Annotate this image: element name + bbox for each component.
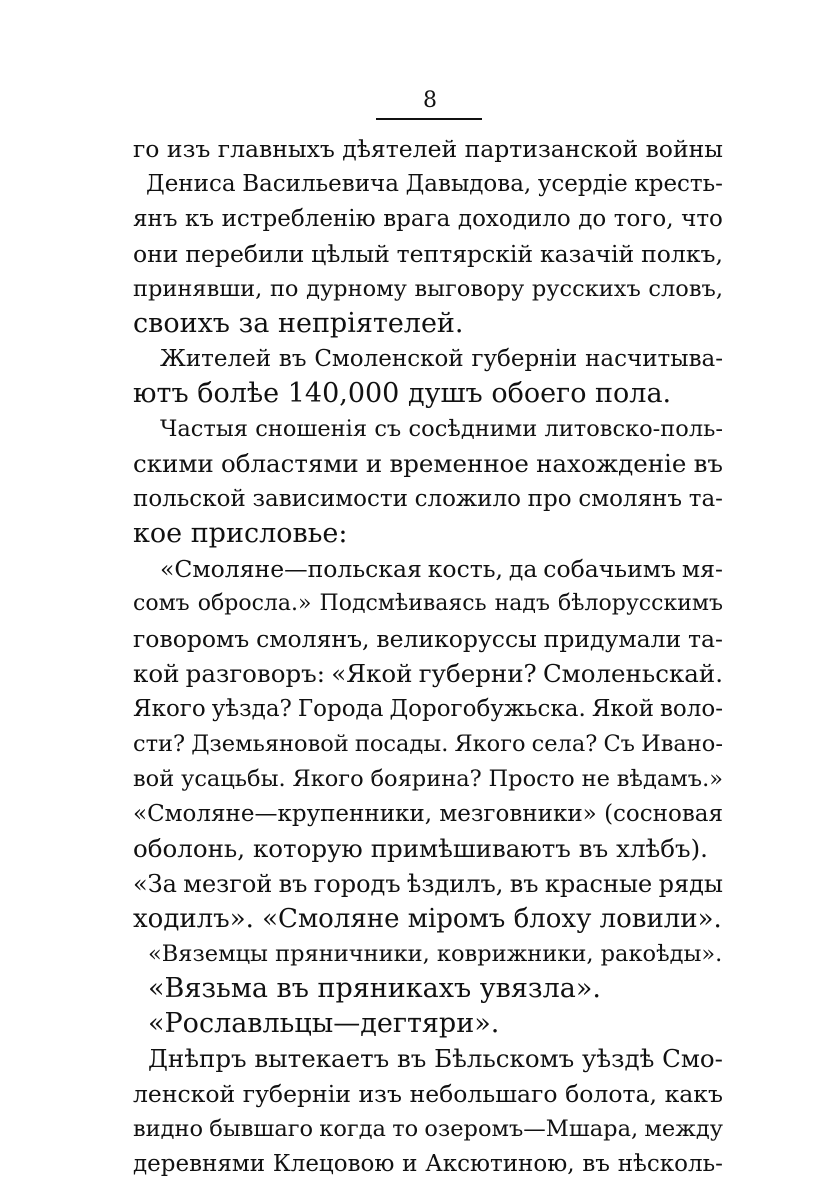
text-line: «Рославльцы—дегтяри».	[148, 1008, 500, 1039]
text-line: деревнями Клецовою и Аксютиною, въ нѣсколь-	[133, 1151, 723, 1177]
text-line: Якого уѣзда? Города Дорогобужьска. Якой воло-	[133, 696, 723, 722]
text-line: Жителей въ Смоленской губерніи насчитыва-	[160, 346, 723, 372]
text-line: «Смоляне—польская кость, да собачьимъ мя-	[160, 555, 723, 583]
text-line: «За мезгой въ городъ ѣздилъ, въ красные ряды	[133, 870, 723, 898]
text-line: сти? Дземьяновой посады. Якого села? Съ Ивано-	[133, 731, 723, 757]
text-line: говоромъ смолянъ, великоруссы придумали та-	[133, 625, 723, 653]
page-number: 8	[423, 88, 437, 113]
text-line: ленской губерніи изъ небольшаго болота, какъ	[133, 1080, 723, 1108]
text-line: кое присловье:	[133, 518, 348, 549]
text-line: ходилъ». «Смоляне міромъ блоху ловили».	[133, 904, 722, 934]
text-line: «Смоляне—крупенники, мезговники» (сосновая	[133, 801, 723, 827]
text-line: Дениса Васильевича Давыдова, усердіе кресть-	[146, 171, 723, 197]
text-line: своихъ за непріятелей.	[133, 308, 464, 339]
text-line: видно бывшаго когда то озеромъ—Мшара, между	[133, 1116, 723, 1142]
text-line: Днѣпръ вытекаетъ въ Бѣльскомъ уѣздѣ Смо-	[148, 1044, 723, 1073]
text-line: скими областями и временное нахожденіе въ	[133, 449, 723, 478]
text-line: янъ къ истребленію врага доходило до того, что	[133, 206, 723, 232]
text-line: «Вязьма въ пряникахъ увязла».	[148, 973, 601, 1004]
text-line: польской зависимости сложило про смолянъ та-	[133, 486, 723, 512]
text-line: го изъ главныхъ дѣятелей партизанской войны	[133, 135, 723, 163]
text-line: кой разговоръ: «Якой губерни? Смоленьскай.	[133, 659, 723, 688]
text-line: «Вяземцы пряничники, коврижники, ракоѣды».	[148, 941, 723, 967]
text-line: ютъ болѣе 140,000 душъ обоего пола.	[133, 378, 672, 409]
text-line: Частыя сношенія съ сосѣдними литовско-поль-	[160, 416, 723, 442]
text-line: вой усацьбы. Якого боярина? Просто не вѣдамъ.»	[133, 766, 723, 792]
text-line: они перебили цѣлый тептярскій казачій полкъ,	[133, 240, 723, 268]
text-line: принявши, по дурному выговору русскихъ словъ,	[133, 276, 723, 302]
header-rule	[376, 118, 482, 120]
text-line: оболонь, которую примѣшиваютъ въ хлѣбъ).	[133, 834, 708, 863]
text-line: сомъ обросла.» Подсмѣиваясь надъ бѣлорусскимъ	[133, 591, 723, 616]
